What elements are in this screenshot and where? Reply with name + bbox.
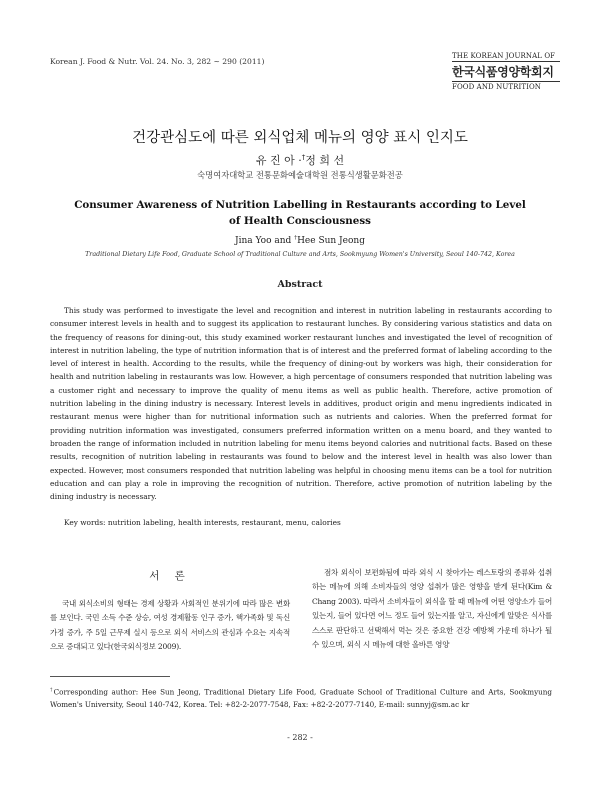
author-english-2: Hee Sun Jeong: [297, 236, 365, 246]
abstract-body: This study was performed to investigate the level and recognition and interest in nutrition labeling in restaurants according to consumer interest levels in health and to suggest its application to restaurant lunches. By considering various statistics and data on the frequency of reasons for dining-out, this study examined worker restaurant lunches and investigated the level of recognition of interest in nutrition labeling, the type of nutrition information that is of interest and the preferred format of labeling according to the level of interest in health. According to the results, while the frequency of dining-out by workers was high, their consideration for health and nutrition labeling in restaurants was low. However, a high percentage of consumers responded that nutrition labeling was a customer right and necessary to improve the quality of menu items as well as public health. Therefore, active promotion of nutrition labeling in the dining industry is necessary. Interest levels in additives, product origin and menu ingredients indicated in restaurant menus were higher than for nutritional information such as nutrients and calories. When the preferred format for providing nutrition information was investigated, consumers preferred information written on a menu board, and they wanted to broaden the range of information included in nutrition labeling for menu items beyond calories and nutritional facts. Based on these results, recognition of nutrition labeling in restaurants was found to below and the interest level in health was also lower than expected. However, most consumers responded that nutrition labeling was helpful in choosing menu items can be a tool for nutrition education and can play a role in improving the recognition of nutrition. Therefore, active promotion of nutrition labeling by the dining industry is necessary.: [50, 306, 552, 502]
journal-masthead: [452, 52, 560, 91]
page-number: - 282 -: [287, 733, 313, 742]
abstract-heading: Abstract: [277, 279, 323, 290]
author-korean-2: 정 희 선: [305, 154, 345, 167]
footnote-dagger: †: [50, 688, 54, 693]
title-korean: 건강관심도에 따른 외식업체 메뉴의 영양 표시 인지도: [132, 130, 468, 146]
authors-korean: [0, 152, 600, 168]
left-column: [50, 568, 290, 655]
footnote-divider: [50, 676, 170, 677]
intro-paragraph-right: 점차 외식이 보편화됨에 따라 외식 시 찾아가는 레스토랑의 종류와 섭취하는 메뉴에 의해 소비자들의 영양 섭취가 많은 영향을 받게 된다(Kim & Chang 2003). 따라서 소비자들이 외식을 할 때 메뉴에 어떤 영양소가 들어 있는지, 들어 있다면 어느 정도 들어 있는지를 알고, 자신에게 알맞은 식사를 스스로 판단하고 선택해서 먹는 것은 중요한 건강 예방책 가운데 하나가 될 수 있으며, 외식 시 메뉴에 대한 올바른 영양: [312, 568, 552, 650]
dagger-mark: †: [301, 152, 306, 162]
corresponding-author-footnote: [50, 684, 552, 711]
dagger-mark-en: †: [294, 235, 298, 241]
authors-english: [0, 235, 600, 246]
title-english: Consumer Awareness of Nutrition Labelling in Restaurants according to Level of Health Consciousness: [74, 199, 526, 227]
right-column: [312, 566, 552, 652]
intro-paragraph-left: 국내 외식소비의 형태는 경제 상황과 사회적인 분위기에 따라 많은 변화를 보인다. 국민 소득 수준 상승, 여성 경제활동 인구 증가, 핵가족화 및 독신 가정 증가, 주 5일 근무제 실시 등으로 외식 서비스의 관심과 수요는 지속적으로 증대되고 있다(한국외식정보 2009).: [50, 599, 290, 652]
journal-name-line3: FOOD AND NUTRITION: [452, 81, 560, 91]
affiliation-korean: 숙명여자대학교 전통문화예술대학원 전통식생활문화전공: [197, 170, 403, 180]
author-korean-1: 유 진 아 ·: [255, 154, 302, 167]
keywords: Key words: nutrition labeling, health interests, restaurant, menu, calories: [64, 518, 341, 527]
journal-citation: Korean J. Food & Nutr. Vol. 24. No. 3, 282 ~ 290 (2011): [50, 57, 265, 66]
section-heading-introduction: 서 론: [149, 570, 191, 582]
author-english-1: Jina Yoo and: [235, 236, 295, 246]
affiliation-english: Traditional Dietary Life Food, Graduate School of Traditional Culture and Arts, Sookmyung Women's University, Seoul 140-742, Korea: [85, 251, 515, 258]
journal-name-korean: 한국식품영양학회지: [452, 65, 554, 79]
journal-name-line1: THE KOREAN JOURNAL OF: [452, 52, 560, 62]
footnote-text: Corresponding author: Hee Sun Jeong, Traditional Dietary Life Food, Graduate School of Traditional Culture and Arts, Sookmyung Women's University, Seoul 140-742, Korea. Tel: +82-2-2077-7548, Fax: +82-2-2077-7140, E-mail: sunnyj@sm.ac kr: [50, 687, 553, 710]
